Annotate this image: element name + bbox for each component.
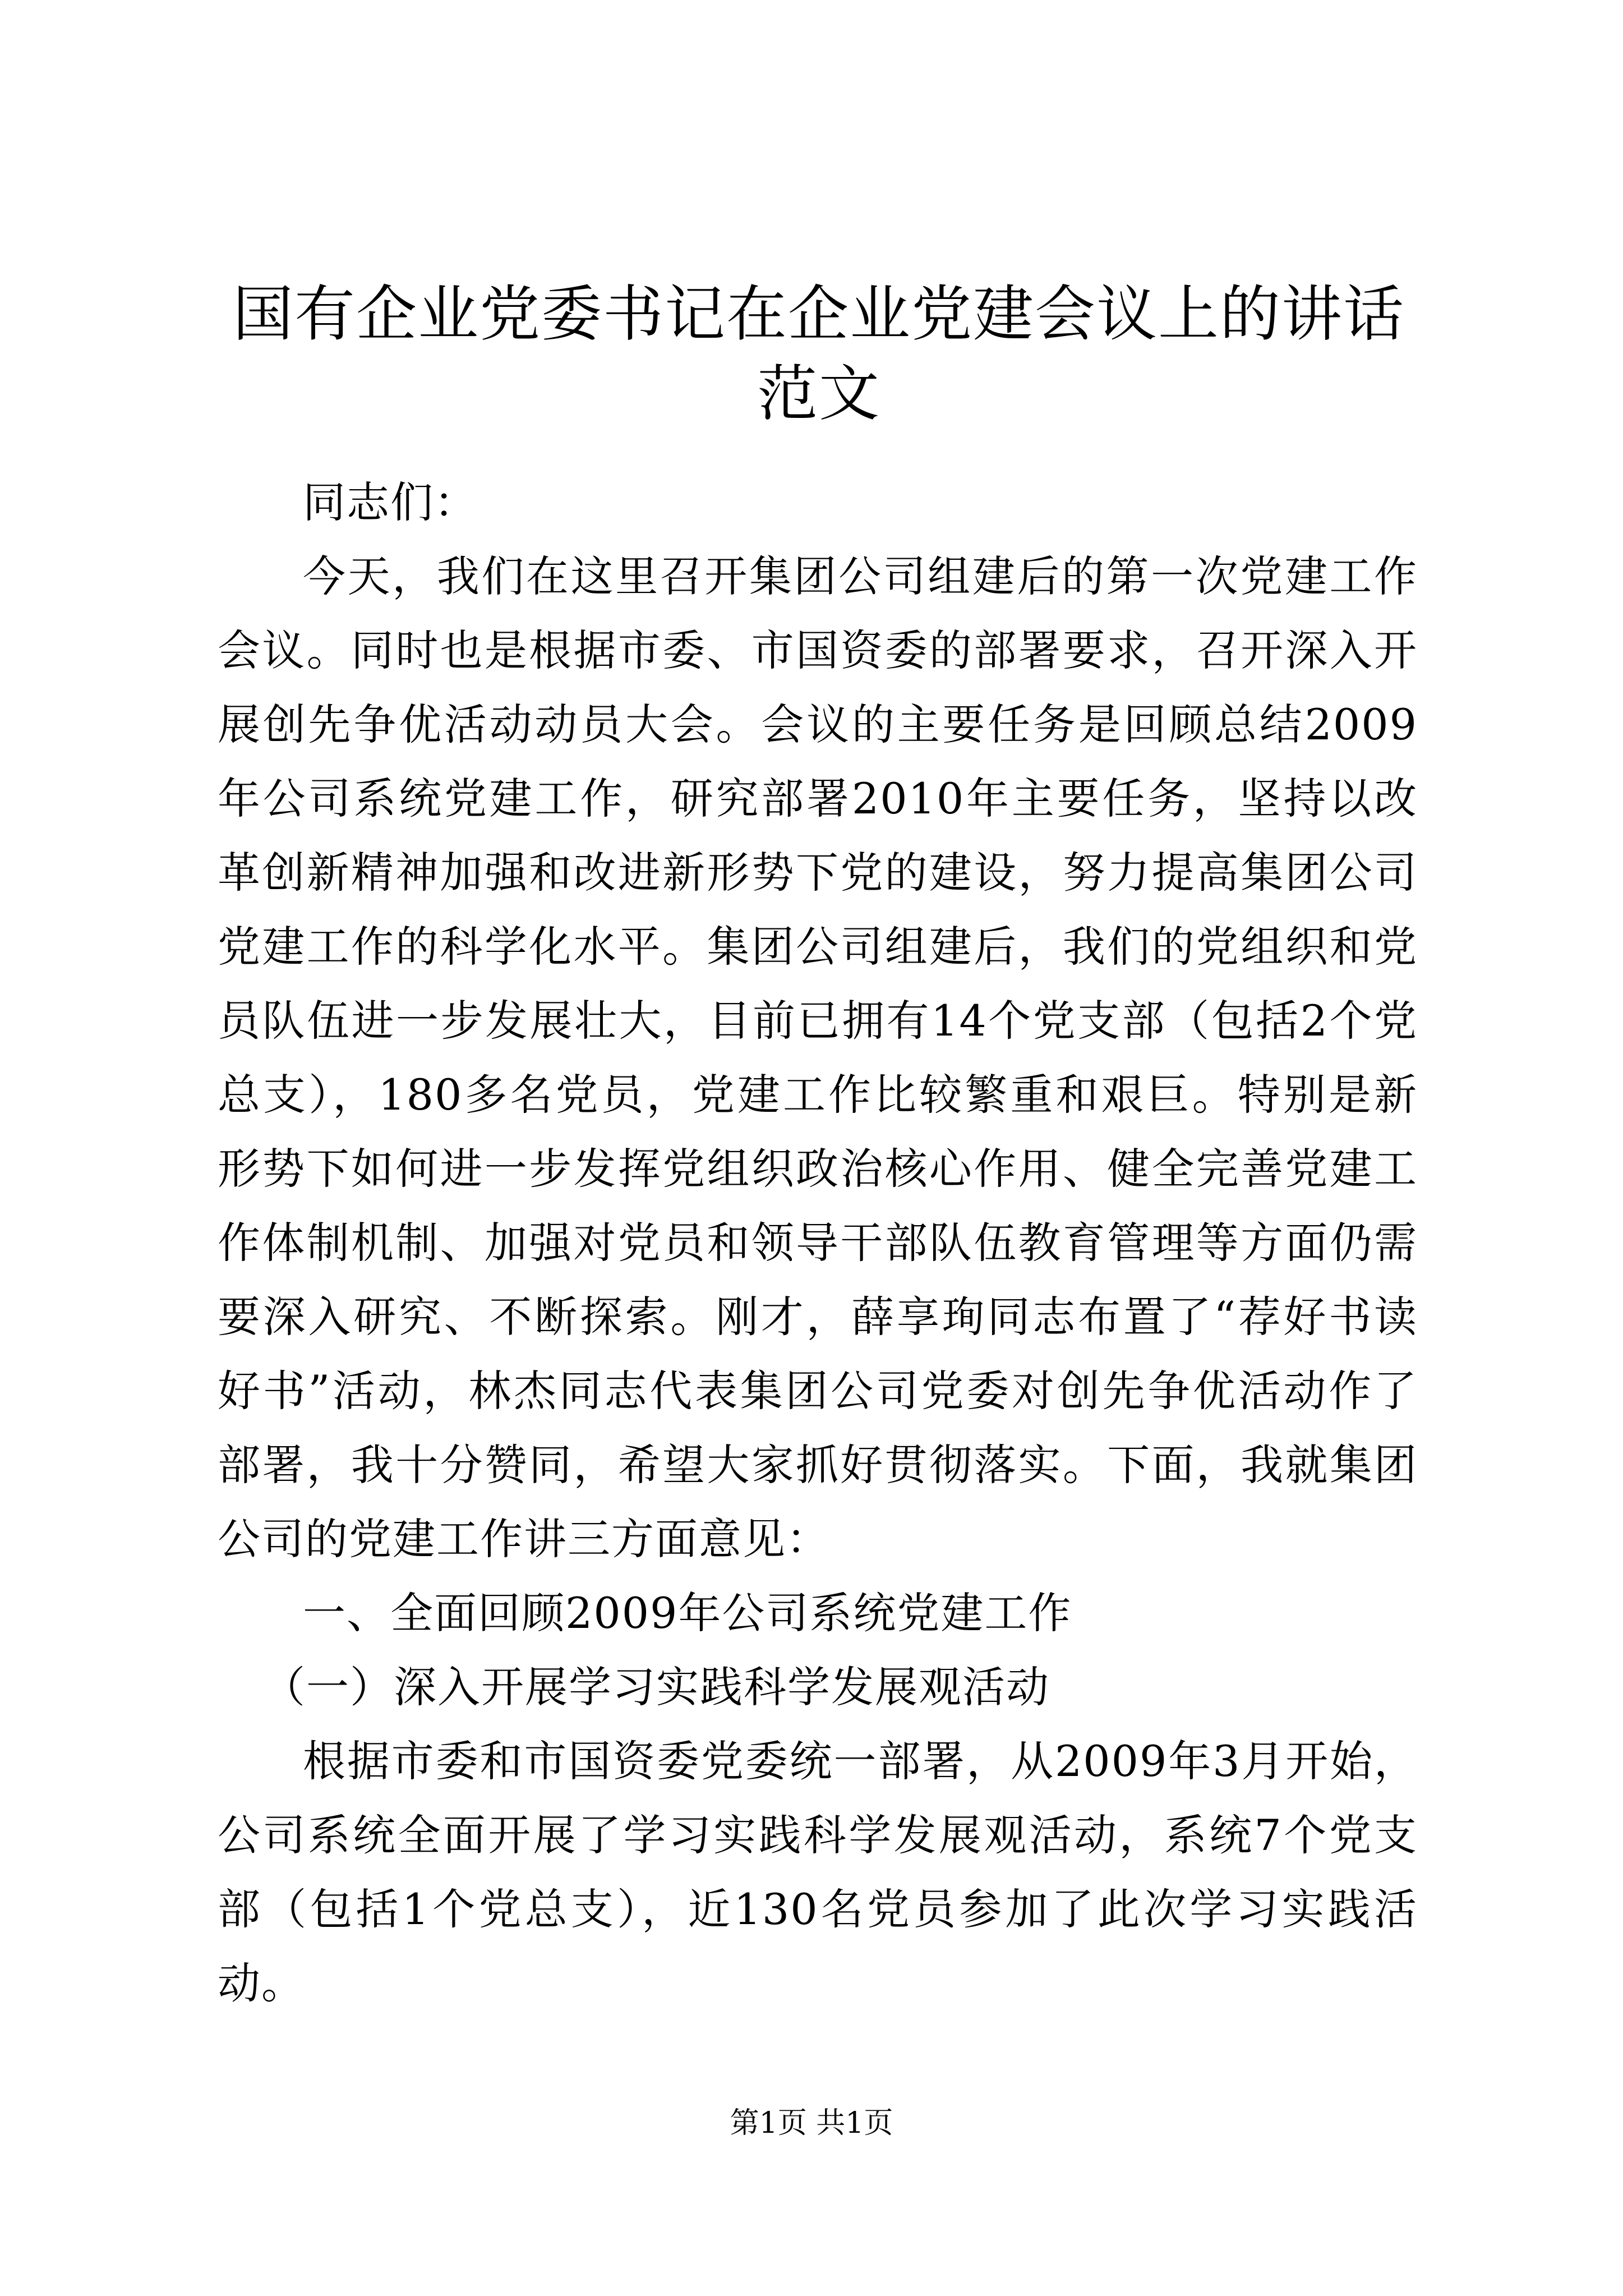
body-paragraph: 根据市委和市国资委党委统一部署，从2009年3月开始，公司系统全面开展了学习实践科学发展观活动，系统7个党支部（包括1个党总支），近130名党员参加了此次学习实践活动。 — [218, 1736, 1418, 2008]
subsection-heading: （一）深入开展学习实践科学发展观活动 — [262, 1662, 1050, 1712]
page-footer: 第1页 共1页 — [730, 2106, 893, 2140]
document-body — [218, 466, 1418, 2021]
salutation: 同志们： — [303, 477, 478, 527]
document-title: 国有企业党委书记在企业党建会议上的讲话范文 — [232, 279, 1405, 429]
body-paragraph: 今天，我们在这里召开集团公司组建后的第一次党建工作会议。同时也是根据市委、市国资委的部署要求，召开深入开展创先争优活动动员大会。会议的主要任务是回顾总结2009年公司系统党建工作，研究部署2010年主要任务，坚持以改革创新精神加强和改进新形势下党的建设，努力提高集团公司党建工作的科学化水平。集团公司组建后，我们的党组织和党员队伍进一步发展壮大，目前已拥有14个党支部（包括2个党总支），180多名党员，党建工作比较繁重和艰巨。特别是新形势下如何进一步发挥党组织政治核心作用、健全完善党建工作体制机制、加强对党员和领导干部队伍教育管理等方面仍需要深入研究、不断探索。刚才，薛享珣同志布置了“荐好书读好书”活动，林杰同志代表集团公司党委对创先争优活动作了部署，我十分赞同，希望大家抓好贯彻落实。下面，我就集团公司的党建工作讲三方面意见： — [218, 551, 1418, 1564]
section-heading: 一、全面回顾2009年公司系统党建工作 — [303, 1588, 1072, 1638]
